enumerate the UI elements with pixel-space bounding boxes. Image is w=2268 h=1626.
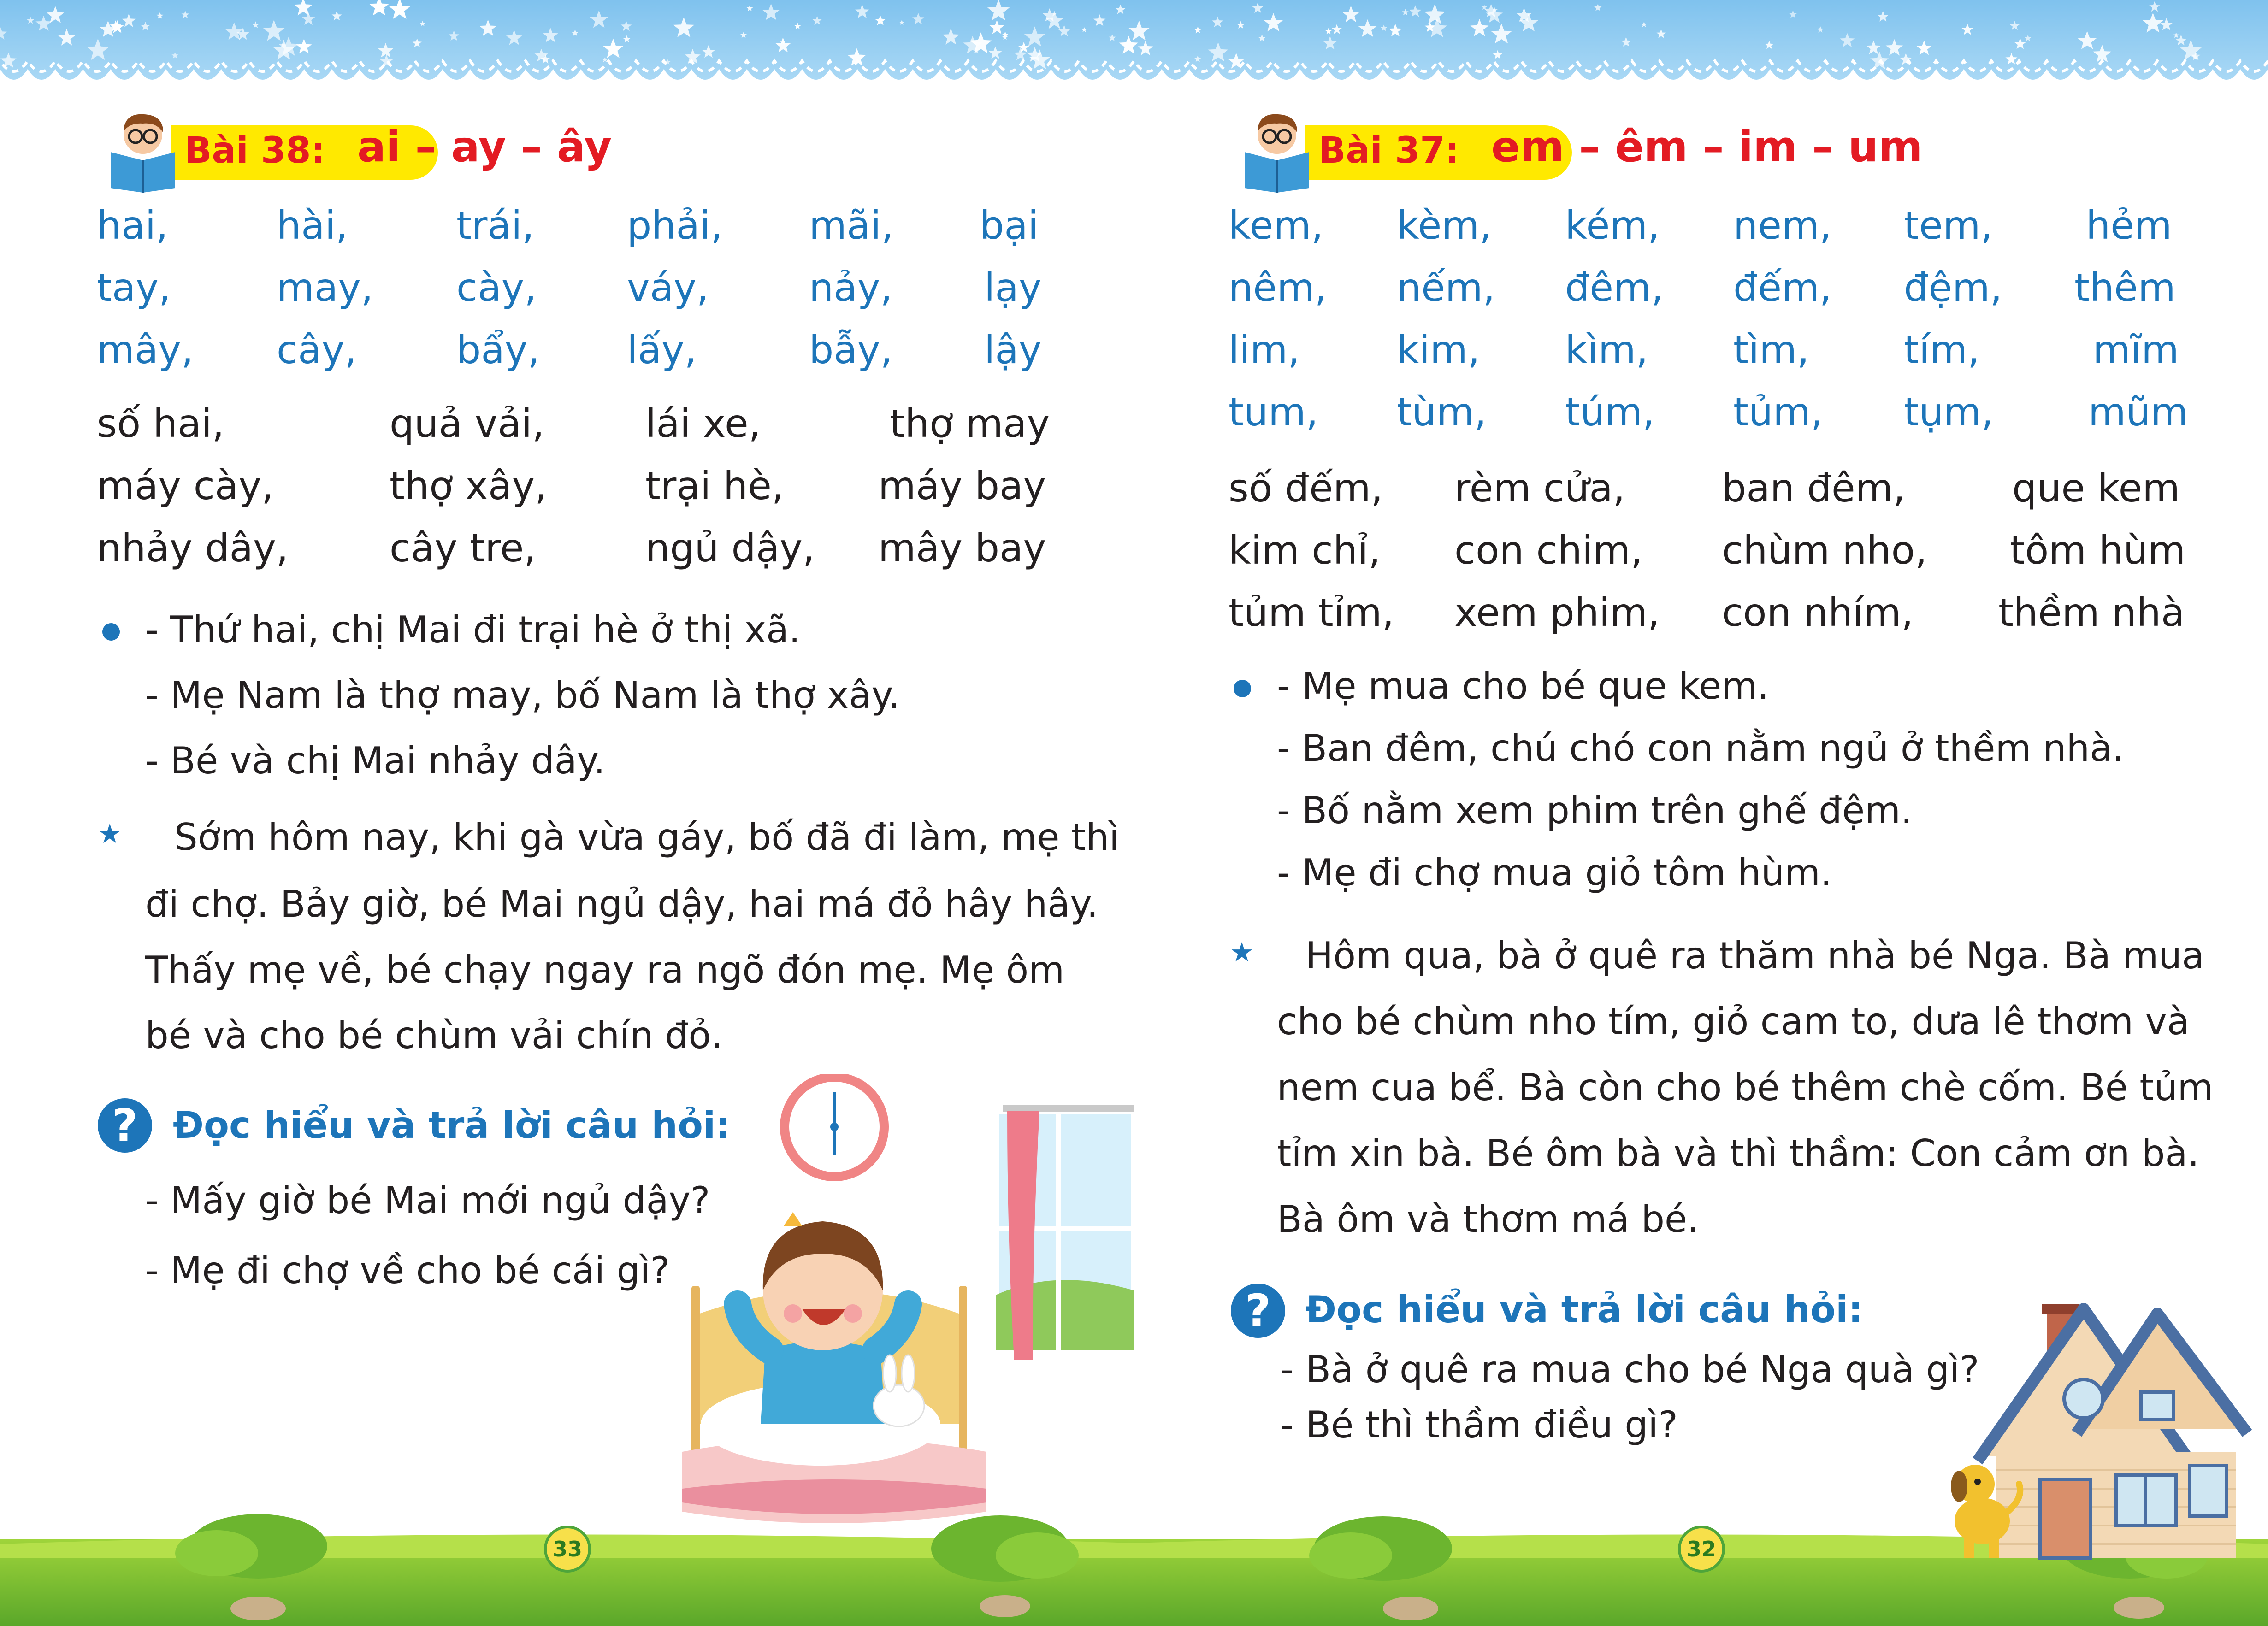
word: bại (980, 203, 1039, 248)
paragraph-line: Thấy mẹ về, bé chạy ngay ra ngõ đón mẹ. Mẹ ôm (145, 948, 1065, 991)
phrase: rèm cửa, (1454, 465, 1625, 511)
phrase: xem phim, (1454, 590, 1660, 635)
paragraph-line: Hôm qua, bà ở quê ra thăm nhà bé Nga. Bà mua (1305, 934, 2205, 977)
word: lạy (984, 265, 1042, 310)
word: tìm, (1733, 327, 1809, 372)
bullet-dot-icon (1234, 680, 1251, 697)
word: cày, (456, 265, 537, 310)
word: nêm, (1228, 265, 1327, 310)
page-number-badge: 33 (544, 1526, 591, 1573)
wall-clock-icon (780, 1074, 889, 1181)
phrase: quả vải, (390, 401, 544, 446)
phrase: số đếm, (1228, 465, 1383, 511)
phrase: số hai, (97, 401, 224, 446)
word: hai, (97, 203, 168, 248)
paragraph-line: cho bé chùm nho tím, giỏ cam to, dưa lê thơm và (1277, 1000, 2190, 1043)
lesson-number: Bài 37: (1318, 130, 1459, 171)
page-number-badge: 32 (1678, 1526, 1725, 1573)
word: thêm (2074, 265, 2176, 310)
sentence: - Thứ hai, chị Mai đi trại hè ở thị xã. (145, 608, 801, 651)
word: trái, (456, 203, 534, 248)
phrase: chùm nho, (1722, 528, 1927, 573)
word: bẩy, (456, 327, 540, 372)
word: kem, (1228, 203, 1323, 248)
boy-reading-icon (1235, 106, 1318, 194)
word: lấy, (627, 327, 697, 372)
word: hẻm (2086, 203, 2172, 248)
paragraph-line: bé và cho bé chùm vải chín đỏ. (145, 1014, 723, 1057)
paragraph-line: Bà ôm và thơm má bé. (1277, 1198, 1699, 1241)
phrase: thềm nhà (1998, 590, 2185, 635)
question-heading: Đọc hiểu và trả lời câu hỏi: (173, 1104, 731, 1147)
word: may, (277, 265, 373, 310)
word: cây, (277, 327, 357, 372)
word: mĩm (2093, 327, 2179, 372)
word: kèm, (1397, 203, 1492, 248)
phrase: ban đêm, (1722, 465, 1906, 511)
word: tum, (1228, 389, 1318, 435)
word: mây, (97, 327, 194, 372)
word: nảy, (809, 265, 893, 310)
word: kìm, (1565, 327, 1648, 372)
paragraph-line: đi chợ. Bảy giờ, bé Mai ngủ dậy, hai má đỏ hây hây. (145, 883, 1099, 925)
question-icon: ? (1231, 1284, 1285, 1338)
star-icon: ★ (1230, 937, 1254, 968)
phrase: nhảy dây, (97, 525, 289, 571)
girl-waking-illustration (664, 1074, 1134, 1530)
word: tím, (1904, 327, 1980, 372)
phrase: kim chỉ, (1228, 528, 1381, 573)
word: mũm (2088, 389, 2188, 435)
paragraph-line: nem cua bể. Bà còn cho bé thêm chè cốm. Bé tủm (1277, 1066, 2214, 1109)
question-icon: ? (98, 1098, 152, 1153)
word: tay, (97, 265, 171, 310)
word: lim, (1228, 327, 1300, 372)
phrase: ngủ dậy, (645, 525, 815, 571)
question-heading: Đọc hiểu và trả lời câu hỏi: (1305, 1288, 1863, 1331)
sentence: - Mẹ đi chợ mua giỏ tôm hùm. (1277, 851, 1832, 894)
bullet-dot-icon (102, 623, 120, 641)
house-illustration (1908, 1281, 2268, 1567)
phrase: cây tre, (390, 525, 537, 571)
phrase: con nhím, (1722, 590, 1914, 635)
house-icon (1978, 1304, 2247, 1558)
word: đếm, (1733, 265, 1832, 310)
word: kim, (1397, 327, 1480, 372)
sentence: - Mẹ Nam là thợ may, bố Nam là thợ xây. (145, 674, 900, 717)
word: tụm, (1904, 389, 1994, 435)
phrase: thợ may (890, 401, 1050, 446)
lesson-number: Bài 38: (184, 130, 325, 171)
phrase: lái xe, (645, 401, 761, 446)
phrase: tủm tỉm, (1228, 590, 1394, 635)
phrase: tôm hùm (2010, 528, 2186, 573)
boy-reading-icon (101, 106, 184, 194)
word: phải, (627, 203, 723, 248)
lesson-title: em – êm – im – um (1491, 122, 1923, 171)
lesson-header (101, 106, 1069, 194)
word: bẫy, (809, 327, 893, 372)
star-icon: ★ (98, 818, 122, 849)
word: tủm, (1733, 389, 1823, 435)
word: hài, (277, 203, 348, 248)
word: đệm, (1904, 265, 2002, 310)
word: tem, (1904, 203, 1993, 248)
phrase: con chim, (1454, 528, 1643, 573)
sentence: - Ban đêm, chú chó con nằm ngủ ở thềm nhà. (1277, 727, 2124, 770)
word: lậy (984, 327, 1042, 372)
sentence: - Bố nằm xem phim trên ghế đệm. (1277, 789, 1913, 832)
window-icon (996, 1105, 1134, 1360)
word: nem, (1733, 203, 1832, 248)
question: - Mấy giờ bé Mai mới ngủ dậy? (145, 1179, 710, 1222)
sentence: - Mẹ mua cho bé que kem. (1277, 665, 1769, 707)
word: mãi, (809, 203, 894, 248)
paragraph-line: Sớm hôm nay, khi gà vừa gáy, bố đã đi làm, mẹ thì (174, 816, 1120, 859)
phrase: que kem (2012, 465, 2180, 511)
phrase: mây bay (878, 525, 1046, 571)
word: váy, (627, 265, 709, 310)
page-32 (1134, 0, 2268, 1626)
paragraph-line: tỉm xin bà. Bé ôm bà và thì thầm: Con cảm ơn bà. (1277, 1132, 2199, 1175)
phrase: máy cày, (97, 463, 274, 508)
word: kém, (1565, 203, 1660, 248)
word: tùm, (1397, 389, 1487, 435)
lesson-title: ai – ay – ây (357, 122, 612, 171)
word: nếm, (1397, 265, 1495, 310)
sentence: - Bé và chị Mai nhảy dây. (145, 739, 606, 782)
lesson-header (1235, 106, 2203, 194)
phrase: thợ xây, (390, 463, 547, 508)
question: - Bà ở quê ra mua cho bé Nga quà gì? (1281, 1348, 1979, 1391)
word: túm, (1565, 389, 1655, 435)
question: - Bé thì thầm điều gì? (1281, 1403, 1678, 1446)
phrase: máy bay (878, 463, 1046, 508)
word: đêm, (1565, 265, 1664, 310)
question: - Mẹ đi chợ về cho bé cái gì? (145, 1249, 670, 1292)
phrase: trại hè, (645, 463, 784, 508)
